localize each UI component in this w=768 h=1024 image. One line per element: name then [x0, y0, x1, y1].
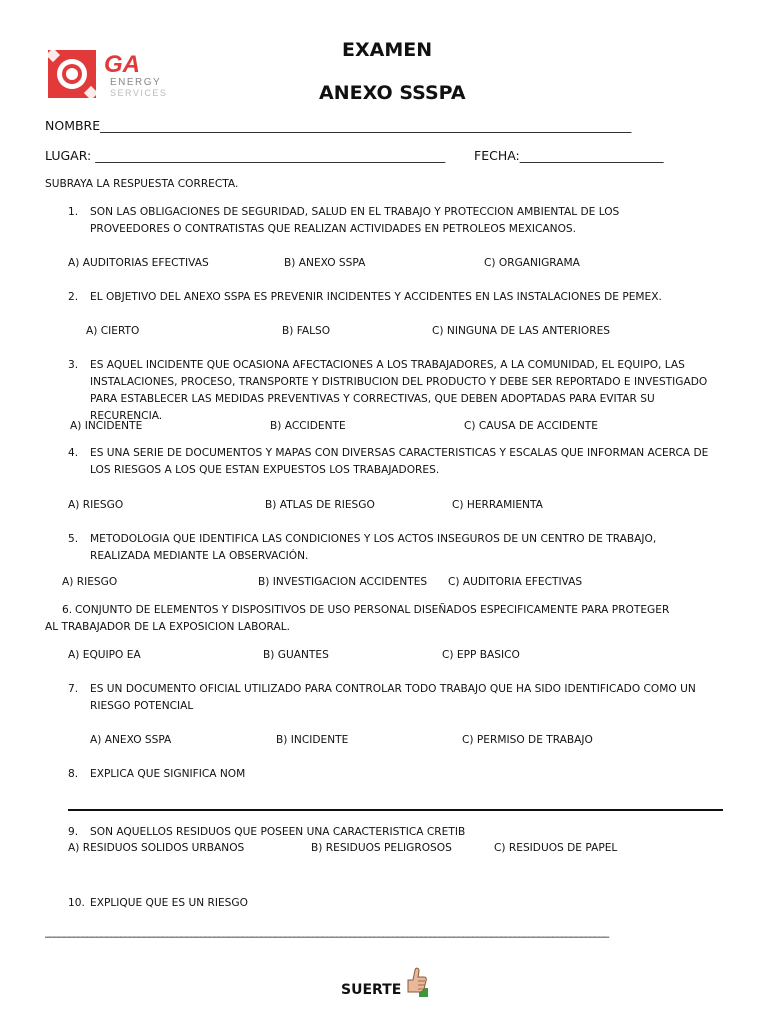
svg-text:ENERGY: ENERGY: [110, 77, 162, 88]
option-a[interactable]: A) AUDITORIAS EFECTIVAS: [68, 257, 209, 269]
question-number: 7.: [68, 683, 79, 695]
question-number: 6.: [62, 604, 73, 616]
option-b[interactable]: B) ATLAS DE RIESGO: [265, 499, 375, 511]
question-text: EL OBJETIVO DEL ANEXO SSPA ES PREVENIR INCIDENTES Y ACCIDENTES EN LAS INSTALACIONES DE PEMEX.: [90, 291, 662, 303]
answer-line[interactable]: ________________________________________________________________________________________________________________________: [45, 926, 609, 938]
option-b[interactable]: B) FALSO: [282, 325, 331, 337]
option-c[interactable]: C) EPP BASICO: [442, 649, 520, 661]
question-number: 1.: [68, 206, 79, 218]
option-c[interactable]: C) RESIDUOS DE PAPEL: [494, 842, 618, 854]
instructions: SUBRAYA LA RESPUESTA CORRECTA.: [45, 178, 239, 190]
question-text: METODOLOGIA QUE IDENTIFICA LAS CONDICIONES Y LOS ACTOS INSEGUROS DE UN CENTRO DE TRABAJO, REALIZADA MEDIANTE LA OBSERVACIÓN.: [90, 533, 657, 562]
svg-text:GA: GA: [104, 51, 140, 78]
footer-text: SUERTE: [341, 982, 402, 998]
option-a[interactable]: A) RIESGO: [62, 576, 118, 588]
option-c[interactable]: C) AUDITORIA EFECTIVAS: [448, 576, 583, 588]
option-c[interactable]: C) HERRAMIENTA: [452, 499, 543, 511]
nombre-field[interactable]: NOMBRE_____________________________________________________________________________________: [45, 118, 632, 133]
option-c[interactable]: C) PERMISO DE TRABAJO: [462, 734, 593, 746]
thumbs-up-icon: [404, 966, 430, 998]
option-b[interactable]: B) ACCIDENTE: [270, 420, 346, 432]
question-text: ES UN DOCUMENTO OFICIAL UTILIZADO PARA CONTROLAR TODO TRABAJO QUE HA SIDO IDENTIFICADO COMO UN RIESGO POTENCIAL: [90, 683, 696, 712]
option-a[interactable]: A) CIERTO: [86, 325, 140, 337]
question-text: SON AQUELLOS RESIDUOS QUE POSEEN UNA CARACTERISTICA CRETIB: [90, 826, 466, 838]
question-text: ES AQUEL INCIDENTE QUE OCASIONA AFECTACIONES A LOS TRABAJADORES, A LA COMUNIDAD, EL EQUIPO, LAS INSTALACIONES, PROCESO, TRANSPORTE Y DISTRIBUCION DEL PRODUCTO Y DEBE SER REPORTADO E INVESTIGADO PARA ESTABLECER LAS MEDIDAS PREVENTIVAS Y CORRECTIVAS, QUE DEBEN ADOPTADAS PARA EVITAR SU RECURENCIA.: [90, 359, 708, 422]
question-text: EXPLICA QUE SIGNIFICA NOM: [90, 768, 246, 780]
question-number: 8.: [68, 768, 79, 780]
answer-line[interactable]: [68, 809, 723, 811]
option-b[interactable]: B) INVESTIGACION ACCIDENTES: [258, 576, 428, 588]
option-b[interactable]: B) RESIDUOS PELIGROSOS: [311, 842, 452, 854]
option-a[interactable]: A) INCIDENTE: [70, 420, 143, 432]
option-b[interactable]: B) ANEXO SSPA: [284, 257, 366, 269]
option-c[interactable]: C) NINGUNA DE LAS ANTERIORES: [432, 325, 611, 337]
question-number: 9.: [68, 826, 79, 838]
option-c[interactable]: C) ORGANIGRAMA: [484, 257, 580, 269]
option-c[interactable]: C) CAUSA DE ACCIDENTE: [464, 420, 598, 432]
question-text: EXPLIQUE QUE ES UN RIESGO: [90, 897, 248, 909]
lugar-field[interactable]: LUGAR: ________________________________________________________: [45, 148, 446, 163]
option-a[interactable]: A) EQUIPO EA: [68, 649, 141, 661]
question-number: 3.: [68, 359, 79, 371]
option-b[interactable]: B) GUANTES: [263, 649, 329, 661]
svg-text:SERVICES: SERVICES: [110, 88, 168, 98]
question-text: SON LAS OBLIGACIONES DE SEGURIDAD, SALUD EN EL TRABAJO Y PROTECCION AMBIENTAL DE LOS PROVEEDORES O CONTRATISTAS QUE REALIZAN ACTIVIDADES EN PETROLEOS MEXICANOS.: [90, 206, 620, 235]
question-number: 5.: [68, 533, 79, 545]
option-a[interactable]: A) RESIDUOS SOLIDOS URBANOS: [68, 842, 245, 854]
option-a[interactable]: A) ANEXO SSPA: [90, 734, 172, 746]
exam-subtitle: ANEXO SSSPA: [319, 82, 466, 104]
option-b[interactable]: B) INCIDENTE: [276, 734, 349, 746]
question-number: 2.: [68, 291, 79, 303]
question-number: 10.: [68, 897, 85, 909]
question-number: 4.: [68, 447, 79, 459]
exam-title: EXAMEN: [342, 39, 433, 61]
option-a[interactable]: A) RIESGO: [68, 499, 124, 511]
question-text: ES UNA SERIE DE DOCUMENTOS Y MAPAS CON DIVERSAS CARACTERISTICAS Y ESCALAS QUE INFORMAN ACERCA DE LOS RIESGOS A LOS QUE ESTAN EXPUESTOS LOS TRABAJADORES.: [90, 447, 709, 476]
fecha-field[interactable]: FECHA:_______________________: [474, 148, 664, 163]
question-text: CONJUNTO DE ELEMENTOS Y DISPOSITIVOS DE USO PERSONAL DISEÑADOS ESPECIFICAMENTE PARA PROTEGER AL TRABAJADOR DE LA EXPOSICION LABORAL.: [45, 604, 670, 633]
ga-energy-logo: [48, 48, 180, 102]
